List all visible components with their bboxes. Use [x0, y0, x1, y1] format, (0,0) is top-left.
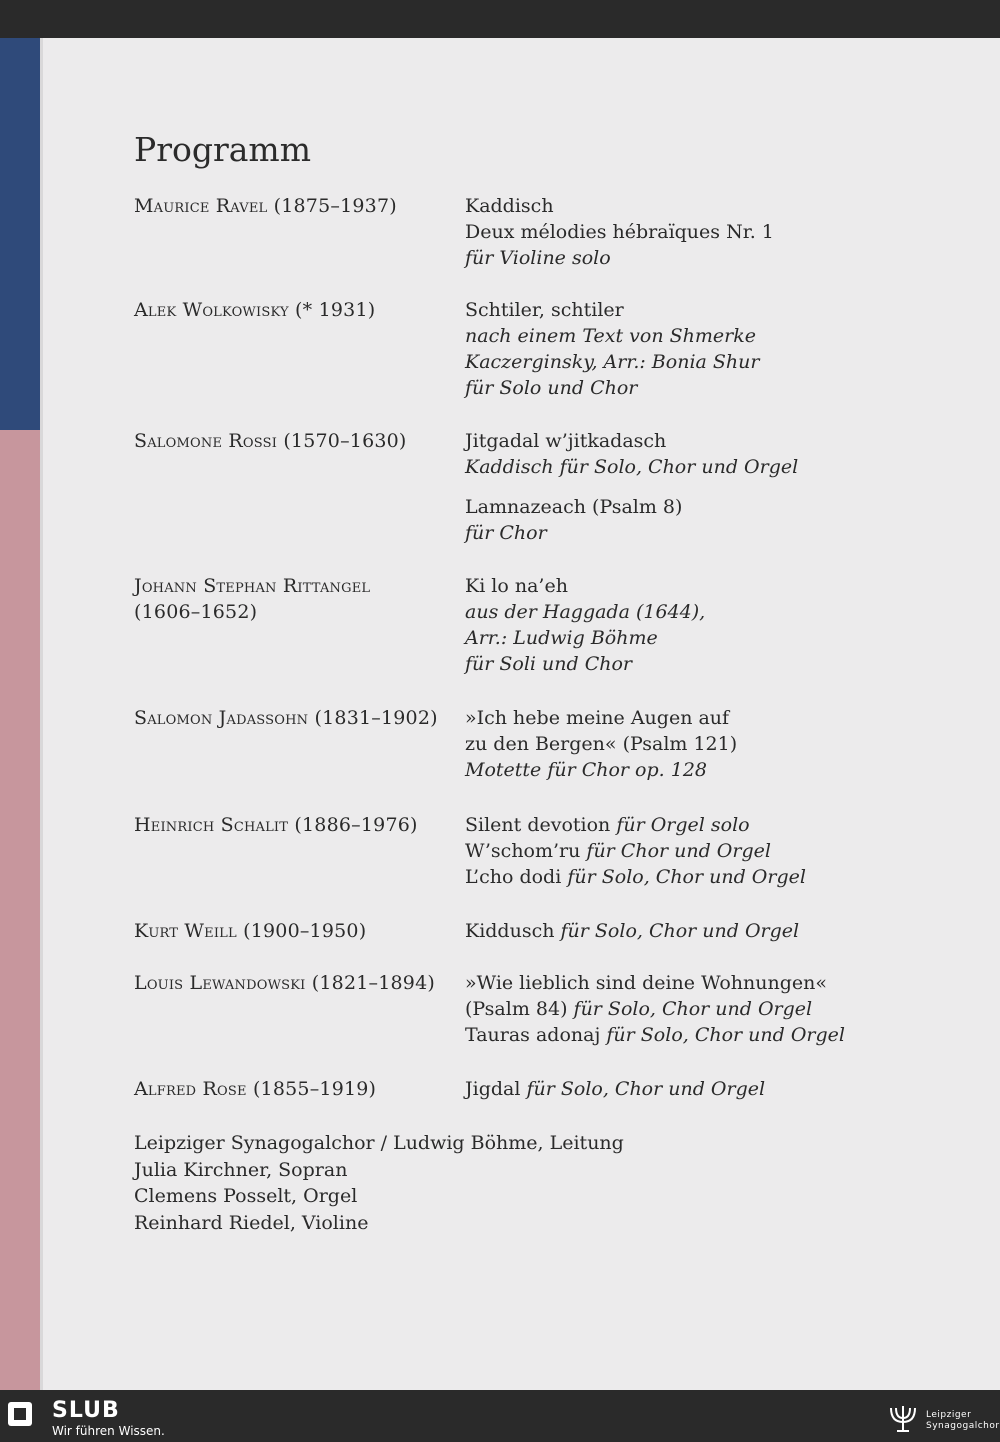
performer-line: Clemens Posselt, Orgel — [134, 1185, 358, 1207]
work-title: (Psalm 84) — [465, 998, 574, 1020]
work-scoring: für Solo und Chor — [465, 377, 638, 399]
work-line — [465, 454, 935, 480]
composer-years: (1886–1976) — [294, 814, 418, 836]
work-scoring: für Orgel solo — [616, 814, 750, 836]
composer-years: (1900–1950) — [243, 920, 367, 942]
work-list — [465, 1076, 935, 1102]
work-title: Deux mélodies hébraïques Nr. 1 — [465, 221, 774, 243]
composer-name-text: Heinrich Schalit — [134, 814, 289, 836]
composer-years: (* 1931) — [295, 299, 376, 321]
performer-line: Julia Kirchner, Sopran — [134, 1158, 348, 1181]
work-title: Schtiler, schtiler — [465, 299, 624, 321]
work-scoring: Kaddisch für Solo, Chor und Orgel — [465, 456, 799, 478]
slub-tagline: Wir führen Wissen. — [52, 1424, 165, 1438]
work-line — [465, 297, 935, 323]
composer-name-text: Salomone Rossi — [134, 430, 278, 452]
cover-edge-blue — [0, 38, 42, 430]
work-scoring: für Chor — [465, 522, 547, 544]
composer-name-text: Kurt Weill — [134, 920, 237, 942]
composer-name — [134, 812, 464, 838]
work-scoring: aus der Haggada (1644), — [465, 601, 706, 623]
work-line — [465, 1076, 935, 1102]
cover-edge-pink — [0, 430, 42, 1390]
performer-line: Leipziger Synagogalchor / Ludwig Böhme, Leitung — [134, 1132, 624, 1154]
work-line — [465, 970, 935, 996]
work-scoring: Motette für Chor op. 128 — [465, 759, 707, 781]
slub-logo-name[interactable]: SLUB — [52, 1398, 120, 1423]
page-title: Programm — [134, 130, 312, 169]
work-title: Lamnazeach (Psalm 8) — [465, 496, 683, 518]
work-line — [465, 245, 935, 271]
work-title: Kiddusch — [465, 920, 561, 942]
work-scoring: für Solo, Chor und Orgel — [606, 1024, 845, 1046]
composer-name — [134, 573, 464, 625]
work-title: Jitgadal w’jitkadasch — [465, 430, 667, 452]
work-title: Tauras adonaj — [465, 1024, 607, 1046]
composer-name — [134, 918, 464, 944]
work-line — [465, 812, 935, 838]
composer-years: (1606–1652) — [134, 601, 258, 623]
composer-years: (1855–1919) — [252, 1078, 377, 1100]
composer-name — [134, 193, 464, 219]
work-list — [465, 193, 935, 271]
composer-years: (1570–1630) — [283, 430, 407, 452]
work-line — [465, 838, 935, 864]
work-line — [465, 599, 935, 625]
work-line — [465, 705, 935, 731]
work-line — [465, 349, 935, 375]
work-line — [465, 864, 935, 890]
choir-logo-line1: Leipziger — [926, 1410, 972, 1420]
composer-name — [134, 705, 464, 731]
work-scoring: für Violine solo — [465, 247, 611, 269]
composer-name-text: Alek Wolkowisky — [134, 299, 289, 321]
work-title: Silent devotion — [465, 814, 617, 836]
composer-name-text: Louis Lewandowski — [134, 972, 306, 994]
work-scoring: Arr.: Ludwig Böhme — [465, 627, 658, 649]
work-scoring: nach einem Text von Shmerke — [465, 325, 756, 347]
work-line — [465, 375, 935, 401]
work-title: Ki lo na’eh — [465, 575, 568, 597]
choir-logo-line2: Synagogalchor — [926, 1421, 1000, 1431]
work-list — [465, 970, 935, 1048]
work-scoring: Kaczerginsky, Arr.: Bonia Shur — [465, 351, 760, 373]
work-line — [465, 996, 935, 1022]
work-line — [465, 651, 935, 677]
work-list — [465, 918, 935, 944]
work-line — [465, 757, 935, 783]
work-line — [465, 573, 935, 599]
work-line — [465, 428, 935, 454]
work-list — [465, 812, 935, 890]
work-scoring: für Solo, Chor und Orgel — [526, 1078, 766, 1100]
work-line — [465, 625, 935, 651]
performers-list — [134, 1130, 624, 1236]
work-line — [465, 219, 935, 245]
work-scoring: für Chor und Orgel — [586, 840, 771, 862]
slub-logo-icon[interactable] — [8, 1402, 32, 1426]
choir-logo-text — [926, 1410, 1000, 1432]
work-title: Kaddisch — [465, 195, 554, 217]
composer-years: (1875–1937) — [273, 195, 397, 217]
work-title: zu den Bergen« (Psalm 121) — [465, 733, 738, 755]
composer-name-text: Alfred Rose — [134, 1078, 247, 1100]
composer-years: (1831–1902) — [314, 707, 438, 729]
page-spine — [40, 38, 43, 1390]
work-line — [465, 1022, 935, 1048]
composer-name — [134, 1076, 464, 1102]
menorah-icon — [886, 1400, 920, 1436]
work-title: Jigdal — [465, 1078, 527, 1100]
work-spacer — [465, 480, 935, 494]
work-title: L’cho dodi — [465, 866, 568, 888]
composer-name — [134, 297, 464, 323]
composer-name-text: Maurice Ravel — [134, 195, 268, 217]
work-scoring: für Solo, Chor und Orgel — [567, 866, 806, 888]
work-scoring: für Solo, Chor und Orgel — [573, 998, 813, 1020]
composer-name — [134, 970, 464, 996]
work-line — [465, 520, 935, 546]
work-list — [465, 573, 935, 677]
work-line — [465, 323, 935, 349]
work-line — [465, 494, 935, 520]
work-list — [465, 428, 935, 546]
work-scoring: für Solo, Chor und Orgel — [560, 920, 800, 942]
composer-years: (1821–1894) — [311, 972, 435, 994]
composer-name-text: Johann Stephan Rittangel — [134, 575, 371, 597]
work-list — [465, 705, 935, 783]
work-title: W’schom’ru — [465, 840, 587, 862]
performer-line: Reinhard Riedel, Violine — [134, 1211, 369, 1234]
work-scoring: für Soli und Chor — [465, 653, 633, 675]
work-line — [465, 731, 935, 757]
work-list — [465, 297, 935, 401]
work-line — [465, 918, 935, 944]
work-title: »Wie lieblich sind deine Wohnungen« — [465, 972, 827, 994]
composer-name — [134, 428, 464, 454]
composer-name-text: Salomon Jadassohn — [134, 707, 309, 729]
work-line — [465, 193, 935, 219]
work-title: »Ich hebe meine Augen auf — [465, 707, 730, 729]
